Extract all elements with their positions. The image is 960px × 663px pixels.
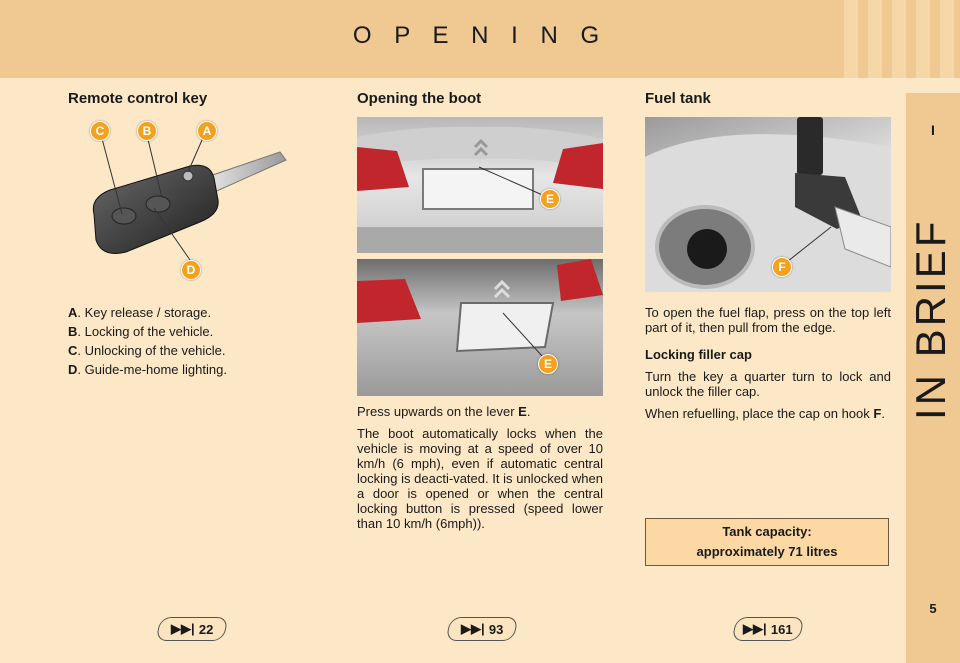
ref-link-93[interactable]: ▶▶| 93 [445, 617, 518, 641]
label-a-badge: A [197, 121, 217, 141]
ref-link-161[interactable]: ▶▶| 161 [731, 617, 804, 641]
section-title: IN BRIEF [907, 218, 954, 420]
label-e-badge-bottom: E [538, 354, 558, 374]
boot-description: The boot automatically locks when the vehicle is moving at a speed of over 10 km/h (6 mph), even if automatic central locking is deacti-vated. It is unlocked when a door is opened or when the central locking button is pressed (speed lower than 10 km/h (6mph)). [357, 426, 603, 531]
fuel-refuel-paragraph: When refuelling, place the cap on hook F. [645, 406, 885, 421]
label-d-badge: D [181, 260, 201, 280]
fuel-intro: To open the fuel flap, press on the top left part of it, then pull from the edge. [645, 305, 891, 335]
fuel-text [645, 305, 891, 428]
capacity-label: Tank capacity: [722, 524, 812, 539]
skip-forward-icon: ▶▶| [743, 621, 767, 636]
section-numeral: I [931, 122, 935, 138]
boot-text [357, 404, 603, 538]
fuel-turn: Turn the key a quarter turn to lock and unlock the filler cap. [645, 369, 891, 399]
remote-legend [68, 303, 318, 379]
capacity-value: approximately 71 litres [696, 544, 838, 559]
ref-link-22[interactable]: ▶▶| 22 [155, 617, 228, 641]
fuel-photo [645, 117, 891, 292]
legend-item: D. Guide-me-home lighting. [68, 362, 227, 377]
label-e-badge-top: E [540, 189, 560, 209]
legend-item: C. Unlocking of the vehicle. [68, 343, 226, 358]
skip-forward-icon: ▶▶| [460, 621, 485, 636]
fuel-subheading: Locking filler cap [645, 347, 752, 362]
label-f-badge: F [772, 257, 792, 277]
legend-item: B. Locking of the vehicle. [68, 324, 214, 339]
boot-photo-2 [357, 259, 603, 396]
skip-forward-icon: ▶▶| [170, 621, 195, 636]
boot-lever-paragraph: Press upwards on the lever E. [357, 404, 531, 419]
label-b-badge: B [137, 121, 157, 141]
boot-photo-1 [357, 117, 603, 253]
tank-capacity-box [645, 518, 889, 566]
page-number: 5 [929, 601, 937, 616]
label-c-badge: C [90, 121, 110, 141]
boot-heading: Opening the boot [357, 90, 482, 107]
remote-heading: Remote control key [68, 90, 208, 107]
fuel-heading: Fuel tank [645, 90, 711, 107]
page-title: O P E N I N G [352, 22, 608, 49]
legend-item: A. Key release / storage. [68, 305, 212, 320]
